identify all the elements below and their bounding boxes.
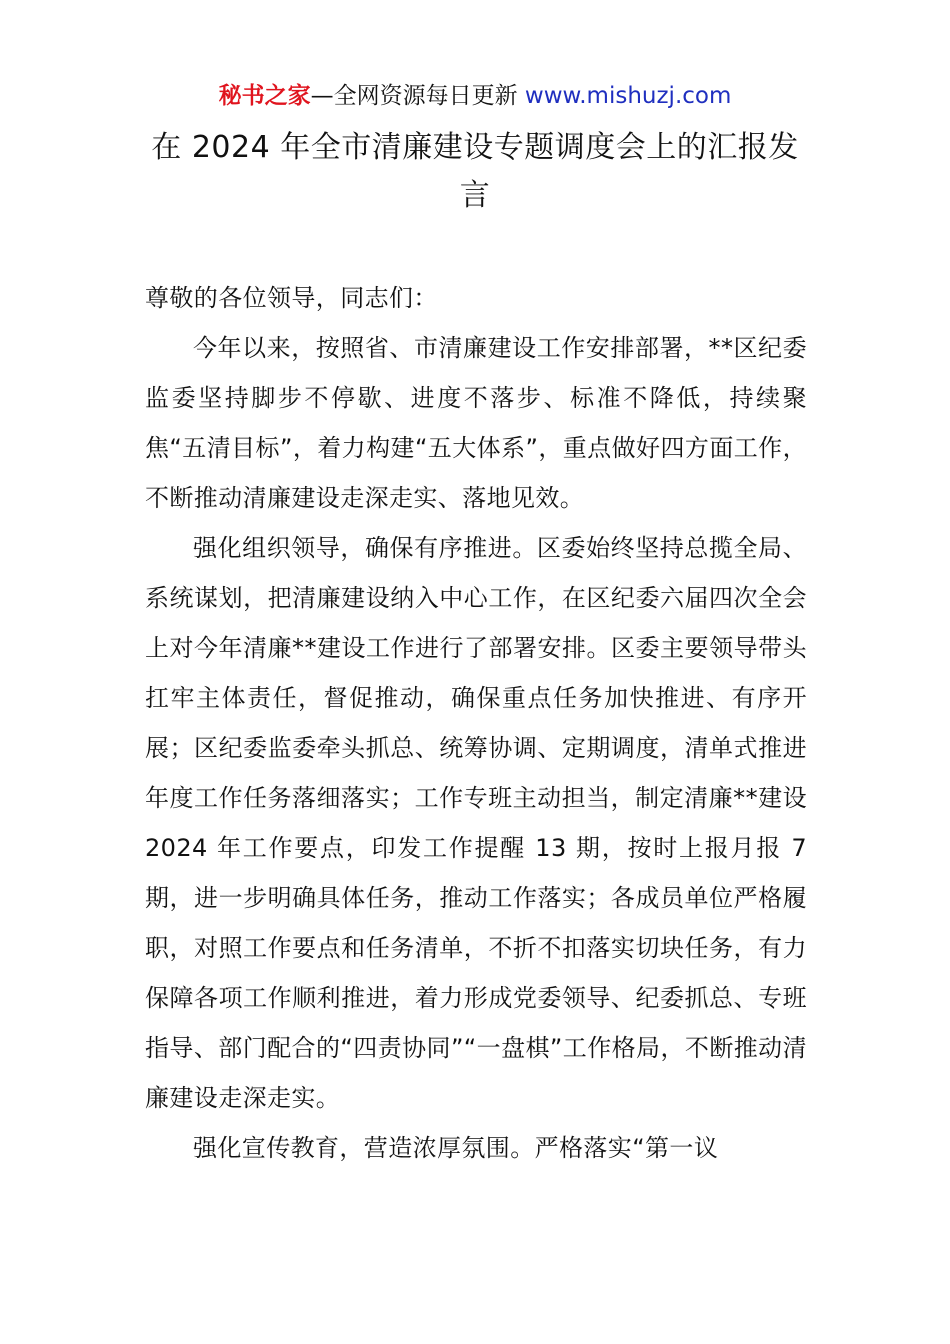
site-tagline: —全网资源每日更新	[310, 83, 525, 109]
site-brand: 秘书之家	[218, 83, 311, 109]
document-title: 在 2024 年全市清廉建设专题调度会上的汇报发言	[151, 130, 799, 213]
paragraph-organization: 强化组织领导，确保有序推进。区委始终坚持总揽全局、系统谋划，把清廉建设纳入中心工作，在区纪委六届四次全会上对今年清廉**建设工作进行了部署安排。区委主要领导带头扛牢主体责任，督促推动，确保重点任务加快推进、有序开展；区纪委监委牵头抓总、统筹协调、定期调度，清单式推进年度工作任务落细落实；工作专班主动担当，制定清廉**建设 2024 年工作要点，印发工作提醒 13 期，按时上报月报 7 期，进一步明确具体任务，推动工作落实；各成员单位严格履职，对照工作要点和任务清单，不折不扣落实切块任务，有力保障各项工作顺利推进，着力形成党委领导、纪委抓总、专班指导、部门配合的“四责协同”“一盘棋”工作格局，不断推动清廉建设走深走实。	[145, 534, 807, 1112]
paragraph-intro: 今年以来，按照省、市清廉建设工作安排部署，**区纪委监委坚持脚步不停歇、进度不落步、标准不降低，持续聚焦“五清目标”，着力构建“五大体系”，重点做好四方面工作，不断推动清廉建设走深走实、落地见效。	[145, 334, 807, 512]
document-body	[145, 273, 807, 1173]
site-url-link[interactable]: www.mishuzj.com	[524, 83, 732, 109]
paragraph-publicity: 强化宣传教育，营造浓厚氛围。严格落实“第一议	[193, 1134, 719, 1162]
site-header	[0, 80, 950, 112]
salutation: 尊敬的各位领导，同志们：	[145, 284, 438, 312]
